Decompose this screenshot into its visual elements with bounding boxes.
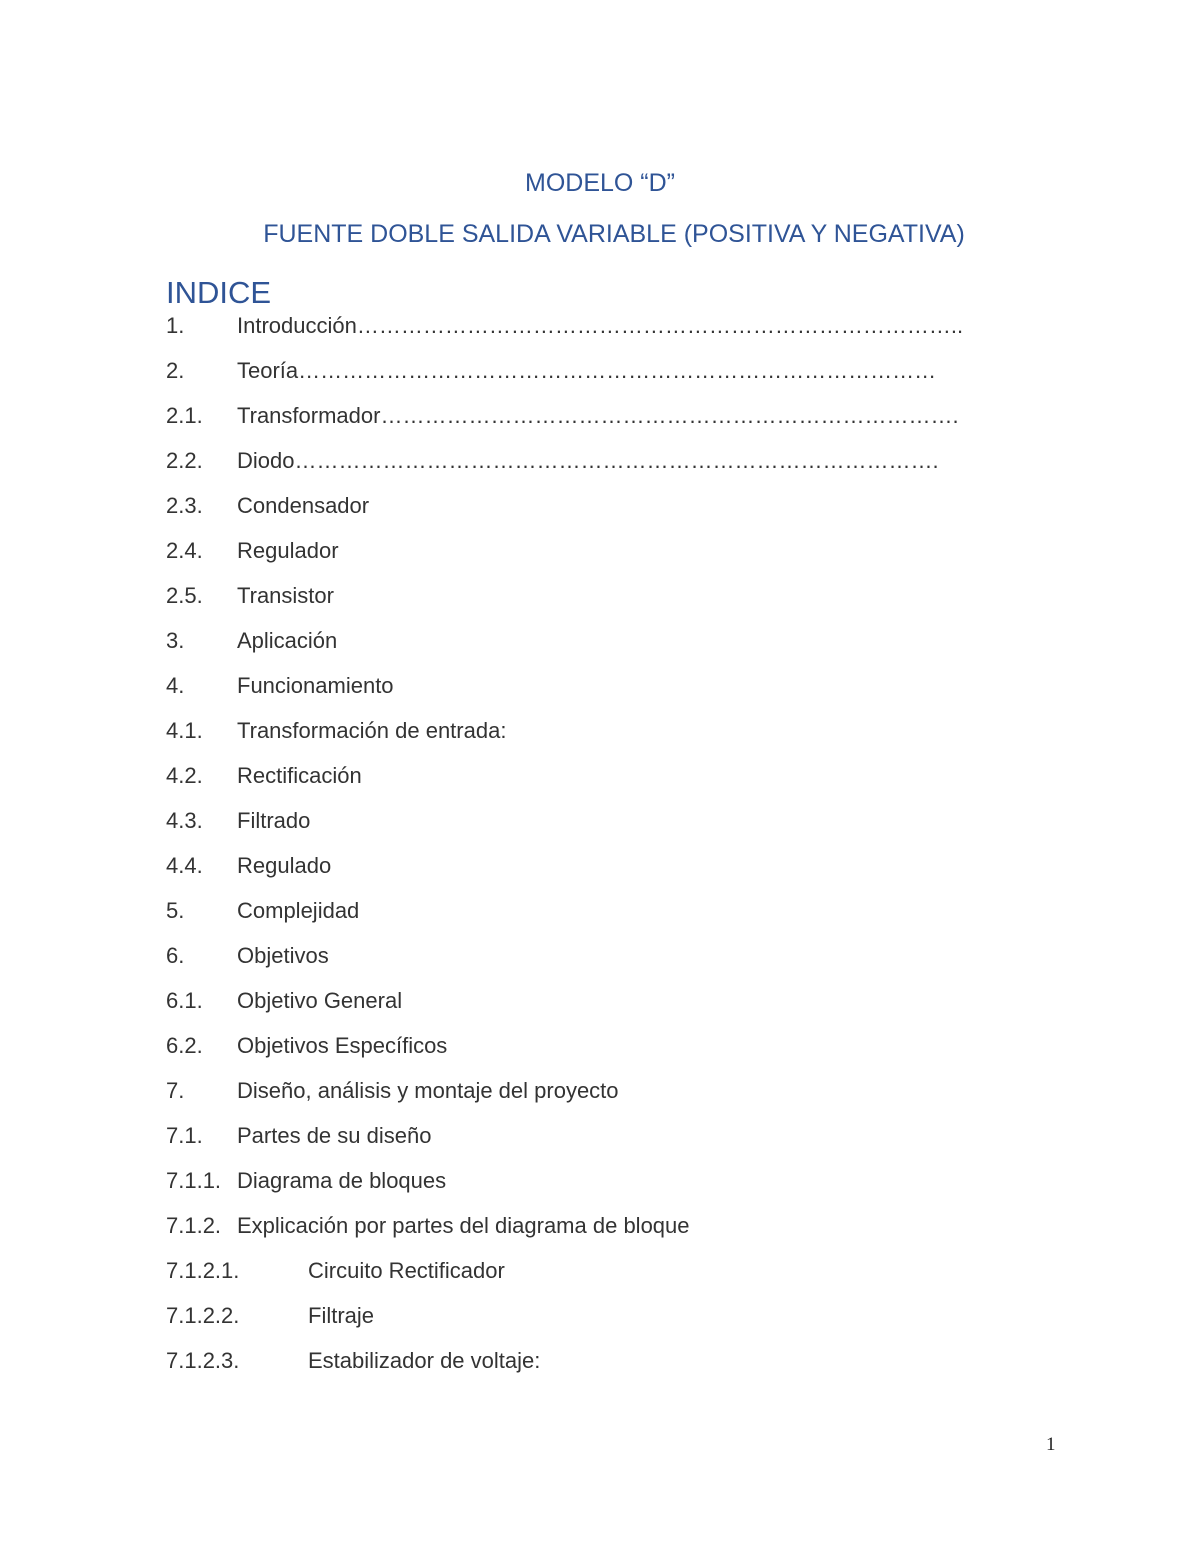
document-title: MODELO “D” <box>525 169 675 197</box>
toc-entry <box>166 941 986 986</box>
toc-entry <box>166 851 986 896</box>
toc-entry-number: 7.1.2.2. <box>166 1303 240 1328</box>
toc-entry-number: 2.2. <box>166 448 203 473</box>
toc-entry-text: Diagrama de bloques <box>237 1168 447 1193</box>
toc-entry-text: Introducción……………………………………………………………………….. <box>237 313 964 338</box>
toc-entry-number: 6. <box>166 943 185 968</box>
toc-entry <box>166 536 986 581</box>
toc-entry-number: 2.4. <box>166 538 203 563</box>
toc-entry-text: Regulador <box>237 538 339 563</box>
toc-entry <box>166 446 986 491</box>
toc-entry-number: 7. <box>166 1078 185 1103</box>
toc-entry-text: Regulado <box>237 853 332 878</box>
toc-entry-text: Filtraje <box>308 1303 375 1328</box>
toc-entry <box>166 1166 986 1211</box>
toc-entry-number: 2.3. <box>166 493 203 518</box>
toc-entry-number: 2.5. <box>166 583 203 608</box>
toc-entry <box>166 581 986 626</box>
toc-entry <box>166 716 986 761</box>
toc-entry-number: 5. <box>166 898 185 923</box>
toc-entry-text: Estabilizador de voltaje: <box>308 1348 541 1373</box>
toc-entry-number: 7.1. <box>166 1123 203 1148</box>
toc-entry-text: Objetivos Específicos <box>237 1033 448 1058</box>
toc-entry <box>166 356 986 401</box>
toc-entry-text: Objetivo General <box>237 988 403 1013</box>
toc-entry <box>166 761 986 806</box>
toc-entry <box>166 1211 986 1256</box>
toc-entry-text: Aplicación <box>237 628 338 653</box>
toc-entry-text: Diseño, análisis y montaje del proyecto <box>237 1078 619 1103</box>
toc-entry <box>166 1121 986 1166</box>
toc-entry-text: Funcionamiento <box>237 673 394 698</box>
toc-entry-number: 7.1.1. <box>166 1168 222 1193</box>
page-number: 1 <box>1046 1434 1056 1455</box>
toc-entry-number: 4.1. <box>166 718 203 743</box>
toc-entry <box>166 671 986 716</box>
toc-entry-number: 7.1.2.3. <box>166 1348 240 1373</box>
toc-entry <box>166 1076 986 1121</box>
toc-entry-number: 7.1.2. <box>166 1213 222 1238</box>
toc-entry-number: 6.2. <box>166 1033 203 1058</box>
toc-entry <box>166 311 986 356</box>
toc-entry-number: 7.1.2.1. <box>166 1258 240 1283</box>
toc-entry-text: Transformador……………………………………………………………………. <box>237 403 959 428</box>
table-of-contents <box>166 311 986 1391</box>
toc-entry <box>166 986 986 1031</box>
toc-entry-text: Transistor <box>237 583 334 608</box>
toc-entry <box>166 1256 986 1301</box>
toc-entry-text: Complejidad <box>237 898 360 923</box>
toc-entry-text: Filtrado <box>237 808 311 833</box>
toc-entry-text: Diodo……………………………………………………………………………. <box>237 448 939 473</box>
toc-entry-number: 2.1. <box>166 403 203 428</box>
toc-entry <box>166 806 986 851</box>
toc-entry <box>166 626 986 671</box>
document-subtitle: FUENTE DOBLE SALIDA VARIABLE (POSITIVA Y NEGATIVA) <box>263 220 965 248</box>
toc-entry <box>166 896 986 941</box>
toc-entry-number: 3. <box>166 628 185 653</box>
toc-entry-text: Explicación por partes del diagrama de bloque <box>237 1213 690 1238</box>
toc-entry <box>166 1031 986 1076</box>
toc-entry-text: Rectificación <box>237 763 362 788</box>
index-heading: INDICE <box>166 275 272 310</box>
toc-entry-text: Transformación de entrada: <box>237 718 507 743</box>
toc-entry-number: 4. <box>166 673 185 698</box>
toc-entry <box>166 491 986 536</box>
toc-entry <box>166 1301 986 1346</box>
toc-entry-text: Teoría…………………………………………………………………………… <box>237 358 937 383</box>
toc-entry-number: 4.2. <box>166 763 203 788</box>
toc-entry-number: 1. <box>166 313 185 338</box>
toc-entry-number: 4.3. <box>166 808 203 833</box>
toc-entry <box>166 1346 986 1391</box>
toc-entry-text: Objetivos <box>237 943 329 968</box>
toc-entry-number: 4.4. <box>166 853 203 878</box>
toc-entry-text: Partes de su diseño <box>237 1123 432 1148</box>
toc-entry-text: Condensador <box>237 493 370 518</box>
toc-entry-number: 6.1. <box>166 988 203 1013</box>
toc-entry <box>166 401 986 446</box>
toc-entry-text: Circuito Rectificador <box>308 1258 505 1283</box>
toc-entry-number: 2. <box>166 358 185 383</box>
